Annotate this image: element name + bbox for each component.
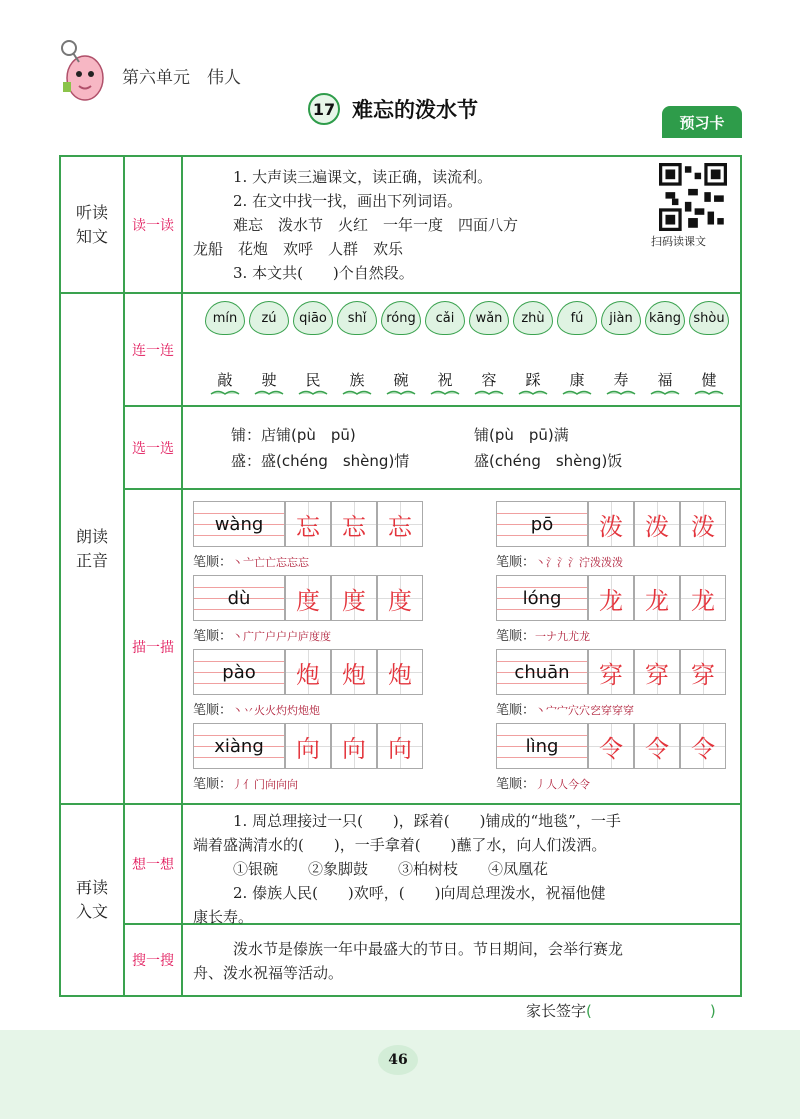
stroke-order: 笔顺：丶亠亡亡忘忘忘 bbox=[193, 555, 310, 570]
writing-group bbox=[496, 575, 726, 643]
char-box[interactable]: 令 bbox=[680, 723, 726, 769]
hanzi-item[interactable]: 驶 bbox=[261, 371, 277, 389]
char-box[interactable]: 忘 bbox=[285, 501, 331, 547]
search-block bbox=[193, 937, 623, 985]
polyphone-item[interactable]: 盛(chéng shèng)饭 bbox=[474, 452, 623, 470]
pinyin-bubble[interactable]: qiāo bbox=[293, 301, 333, 335]
writing-group bbox=[496, 723, 726, 791]
activity-souyisou: 搜一搜 bbox=[132, 953, 174, 969]
pinyin-box: pō bbox=[496, 501, 588, 547]
stroke-order: 笔顺：丿亻门向向向 bbox=[193, 777, 299, 792]
char-box[interactable]: 穿 bbox=[634, 649, 680, 695]
leaf-icon bbox=[645, 389, 685, 399]
stroke-order: 笔顺：一ナ九尤龙 bbox=[496, 629, 591, 644]
pinyin-bubble[interactable]: shǐ bbox=[337, 301, 377, 335]
word-list: 龙船 花炮 欢呼 人群 欢乐 bbox=[193, 240, 404, 258]
char-box[interactable]: 向 bbox=[377, 723, 423, 769]
char-box[interactable]: 穿 bbox=[588, 649, 634, 695]
writing-group bbox=[193, 649, 423, 717]
char-box[interactable]: 令 bbox=[634, 723, 680, 769]
leaf-icon bbox=[381, 389, 421, 399]
category-reread: 再读 入文 bbox=[75, 878, 108, 921]
char-box[interactable]: 泼 bbox=[588, 501, 634, 547]
word-list: 难忘 泼水节 火红 一年一度 四面八方 bbox=[233, 216, 519, 234]
stroke-order: 笔顺：丶宀宀穴穴穵穿穿穿 bbox=[496, 703, 635, 718]
pinyin-box: dù bbox=[193, 575, 285, 621]
pinyin-box: lìng bbox=[496, 723, 588, 769]
reading-block bbox=[193, 165, 518, 285]
stroke-order: 笔顺：丶氵氵氵泞泼泼泼 bbox=[496, 555, 624, 570]
char-box[interactable]: 忘 bbox=[331, 501, 377, 547]
pinyin-bubble[interactable]: shòu bbox=[689, 301, 729, 335]
search-line: 舟、泼水祝福等活动。 bbox=[193, 964, 344, 982]
divider bbox=[123, 405, 740, 407]
lesson-title bbox=[308, 93, 478, 125]
reading-line: 2. 在文中找一找，画出下列词语。 bbox=[233, 192, 463, 210]
hanzi-item[interactable]: 踩 bbox=[525, 371, 541, 389]
hanzi-item[interactable]: 健 bbox=[701, 371, 717, 389]
pinyin-bubble[interactable]: zhù bbox=[513, 301, 553, 335]
pinyin-box: pào bbox=[193, 649, 285, 695]
pinyin-bubble[interactable]: róng bbox=[381, 301, 421, 335]
polyphone-item[interactable]: 盛：盛(chéng shèng)情 bbox=[231, 452, 410, 470]
char-box[interactable]: 泼 bbox=[680, 501, 726, 547]
hanzi-row bbox=[205, 369, 729, 390]
pinyin-bubble[interactable]: wǎn bbox=[469, 301, 509, 335]
pinyin-bubble[interactable]: jiàn bbox=[601, 301, 641, 335]
char-box[interactable]: 龙 bbox=[588, 575, 634, 621]
lesson-name: 难忘的泼水节 bbox=[352, 98, 478, 122]
polyphone-item[interactable]: 铺：店铺(pù pū) bbox=[231, 426, 356, 444]
char-box[interactable]: 向 bbox=[331, 723, 377, 769]
lesson-number: 17 bbox=[308, 93, 340, 125]
search-line: 泼水节是傣族一年中最盛大的节日。节日期间，会举行赛龙 bbox=[233, 940, 624, 958]
pinyin-bubble[interactable]: kāng bbox=[645, 301, 685, 335]
hanzi-item[interactable]: 康 bbox=[569, 371, 585, 389]
hanzi-item[interactable]: 容 bbox=[481, 371, 497, 389]
page-number: 46 bbox=[378, 1045, 418, 1075]
writing-group bbox=[193, 723, 423, 791]
char-box[interactable]: 令 bbox=[588, 723, 634, 769]
activity-xiangyixiang: 想一想 bbox=[132, 857, 174, 873]
question-line: 康长寿。 bbox=[193, 908, 254, 926]
stroke-order: 笔顺：丿人人今令 bbox=[496, 777, 591, 792]
leaf-row bbox=[205, 389, 729, 399]
parent-signature: 家长签字( ) bbox=[526, 1002, 716, 1020]
reading-line: 3. 本文共( )个自然段。 bbox=[233, 264, 414, 282]
pinyin-bubble[interactable]: zú bbox=[249, 301, 289, 335]
char-box[interactable]: 穿 bbox=[680, 649, 726, 695]
question-line: 1. 周总理接过一只( )，踩着( )铺成的“地毯”，一手 bbox=[233, 812, 621, 830]
pinyin-box: chuān bbox=[496, 649, 588, 695]
char-box[interactable]: 龙 bbox=[634, 575, 680, 621]
leaf-icon bbox=[601, 389, 641, 399]
activity-xuanyixuan: 选一选 bbox=[132, 440, 174, 457]
char-box[interactable]: 炮 bbox=[377, 649, 423, 695]
question-line: 2. 傣族人民( )欢呼，( )向周总理泼水，祝福他健 bbox=[233, 884, 606, 902]
pinyin-bubble[interactable]: fú bbox=[557, 301, 597, 335]
char-box[interactable]: 度 bbox=[285, 575, 331, 621]
hanzi-item[interactable]: 族 bbox=[349, 371, 365, 389]
pinyin-box: wàng bbox=[193, 501, 285, 547]
hanzi-item[interactable]: 碗 bbox=[393, 371, 409, 389]
category-read: 朗读 正音 bbox=[75, 526, 108, 570]
char-box[interactable]: 龙 bbox=[680, 575, 726, 621]
preview-card-tag: 预习卡 bbox=[662, 106, 742, 138]
think-block bbox=[193, 809, 621, 929]
activity-duyidu: 读一读 bbox=[132, 217, 174, 234]
writing-group bbox=[193, 501, 423, 569]
writing-group bbox=[193, 575, 423, 643]
stroke-order: 笔顺：丶丷火火灼灼炮炮 bbox=[193, 703, 321, 718]
worksheet-table bbox=[59, 155, 742, 997]
leaf-icon bbox=[249, 389, 289, 399]
char-box[interactable]: 炮 bbox=[331, 649, 377, 695]
divider bbox=[181, 157, 183, 995]
hanzi-item[interactable]: 敲 bbox=[217, 371, 233, 389]
hanzi-item[interactable]: 祝 bbox=[437, 371, 453, 389]
leaf-icon bbox=[293, 389, 333, 399]
stroke-order: 笔顺：丶广广户户户庐度度 bbox=[193, 629, 332, 644]
unit-label: 第六单元 伟人 bbox=[122, 68, 241, 88]
leaf-icon bbox=[425, 389, 465, 399]
category-listen: 听读 知文 bbox=[75, 202, 108, 246]
char-box[interactable]: 度 bbox=[331, 575, 377, 621]
char-box[interactable]: 度 bbox=[377, 575, 423, 621]
divider bbox=[123, 488, 740, 490]
qr-code-icon[interactable] bbox=[659, 163, 727, 231]
writing-group bbox=[496, 501, 726, 569]
options-line: ①银碗 ②象脚鼓 ③柏树枝 ④凤凰花 bbox=[233, 860, 549, 878]
pinyin-box: xiàng bbox=[193, 723, 285, 769]
leaf-icon bbox=[337, 389, 377, 399]
pinyin-bubble-row bbox=[205, 301, 729, 335]
leaf-icon bbox=[469, 389, 509, 399]
question-line: 端着盛满清水的( )，一手拿着( )蘸了水，向人们泼洒。 bbox=[193, 836, 607, 854]
polyphone-item[interactable]: 铺(pù pū)满 bbox=[474, 426, 569, 444]
pinyin-bubble[interactable]: mín bbox=[205, 301, 245, 335]
qr-label: 扫码读课文 bbox=[651, 235, 706, 248]
char-box[interactable]: 泼 bbox=[634, 501, 680, 547]
hanzi-item[interactable]: 民 bbox=[305, 371, 321, 389]
char-box[interactable]: 向 bbox=[285, 723, 331, 769]
leaf-icon bbox=[513, 389, 553, 399]
activity-miaoyimiao: 描一描 bbox=[132, 639, 174, 656]
hanzi-item[interactable]: 寿 bbox=[613, 371, 629, 389]
pinyin-bubble[interactable]: cǎi bbox=[425, 301, 465, 335]
mascot-icon bbox=[55, 38, 113, 106]
hanzi-item[interactable]: 福 bbox=[657, 371, 673, 389]
reading-line: 1. 大声读三遍课文，读正确，读流利。 bbox=[233, 168, 493, 186]
char-box[interactable]: 炮 bbox=[285, 649, 331, 695]
leaf-icon bbox=[689, 389, 729, 399]
activity-lianyilian: 连一连 bbox=[132, 342, 174, 359]
writing-group bbox=[496, 649, 726, 717]
leaf-icon bbox=[205, 389, 245, 399]
char-box[interactable]: 忘 bbox=[377, 501, 423, 547]
pinyin-box: lóng bbox=[496, 575, 588, 621]
leaf-icon bbox=[557, 389, 597, 399]
